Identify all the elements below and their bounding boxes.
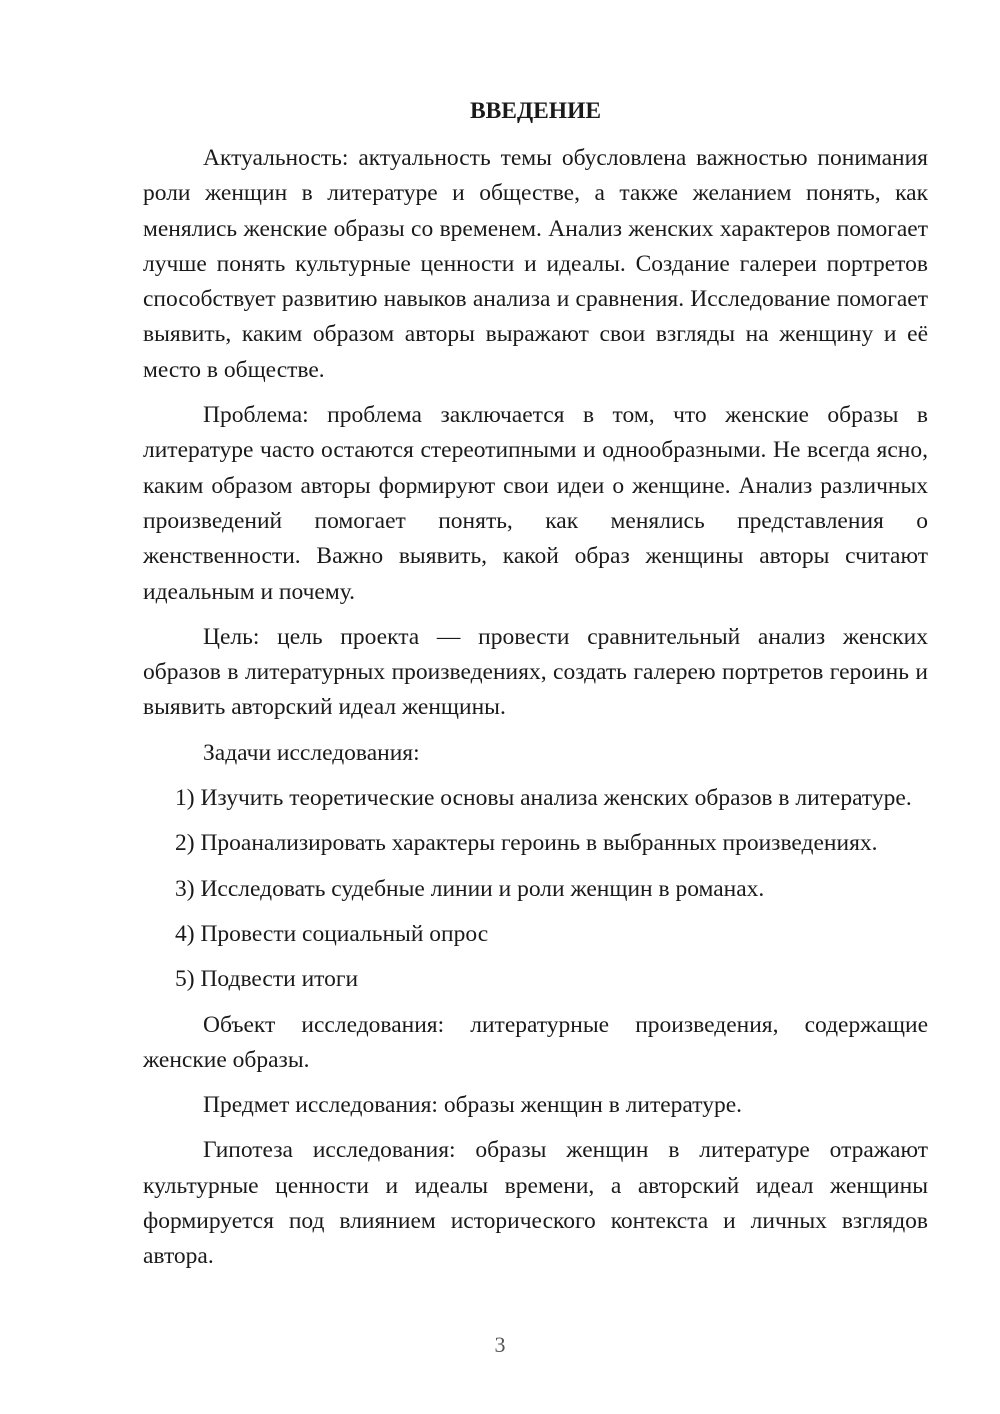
- list-item: 2) Проанализировать характеры героинь в выбранных произведениях.: [175, 830, 878, 857]
- list-item: 3) Исследовать судебные линии и роли женщин в романах.: [175, 875, 765, 902]
- list-item: 4) Провести социальный опрос: [175, 920, 489, 947]
- list-item: 5) Подвести итоги: [175, 966, 359, 993]
- paragraph-problem: Проблема: проблема заключается в том, что женские образы в литературе часто остаются стереотипными и однообразными. Не всегда ясно, каким образом авторы формируют свои идеи о женщине. Анализ различных произведений помогает понять, как менялись представления о женственности. Важно выявить, какой образ женщины авторы считают идеальным и почему.: [143, 402, 928, 605]
- tasks-heading: Задачи исследования:: [203, 739, 420, 766]
- paragraph-hypothesis: Гипотеза исследования: образы женщин в литературе отражают культурные ценности и идеалы времени, а авторский идеал женщины формируется под влиянием исторического контекста и личных взглядов автора.: [143, 1137, 928, 1270]
- section-heading: ВВЕДЕНИЕ: [469, 98, 602, 124]
- paragraph-relevance: Актуальность: актуальность темы обусловлена важностью понимания роли женщин в литературе и обществе, а также желанием понять, как менялись женские образы со временем. Анализ женских характеров помогает лучше понять культурные ценности и идеалы. Создание галереи портретов способствует развитию навыков анализа и сравнения. Исследование помогает выявить, каким образом авторы выражают свои взгляды на женщину и её место в обществе.: [143, 145, 928, 383]
- page-content: [143, 94, 928, 1275]
- paragraph-subject: Предмет исследования: образы женщин в литературе.: [203, 1092, 743, 1119]
- page-number: 3: [494, 1332, 506, 1357]
- paragraph-goal: Цель: цель проекта — провести сравнительный анализ женских образов в литературных произведениях, создать галерею портретов героинь и выявить авторский идеал женщины.: [143, 623, 928, 721]
- paragraph-object: Объект исследования: литературные произведения, содержащие женские образы.: [143, 1011, 928, 1073]
- list-item: 1) Изучить теоретические основы анализа женских образов в литературе.: [175, 785, 912, 812]
- tasks-list: [143, 781, 928, 997]
